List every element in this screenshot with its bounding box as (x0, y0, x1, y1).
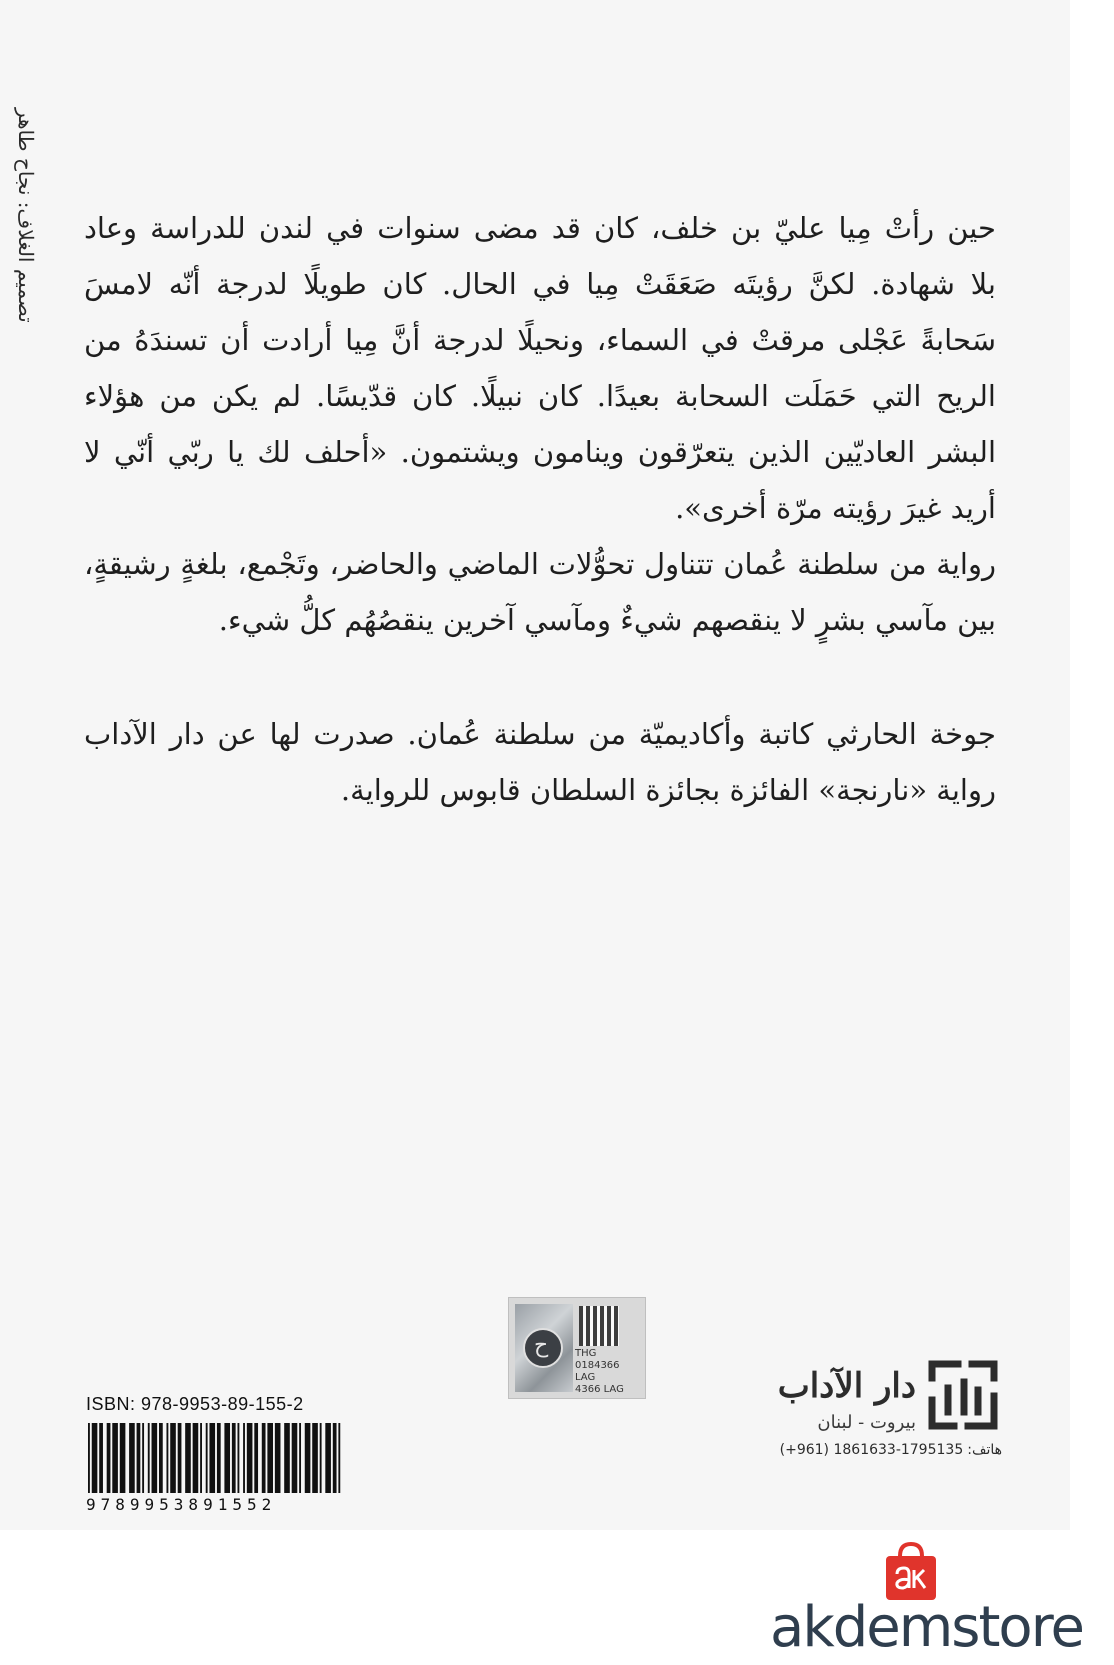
barcode (86, 1423, 346, 1493)
author-bio-line: جوخة الحارثي كاتبة وأكاديميّة من سلطنة عُمان. صدرت لها عن دار الآداب (84, 717, 996, 751)
barcode-bar (254, 1423, 258, 1493)
publisher-phone-label: هاتف: (967, 1442, 1002, 1458)
publisher-name: دار الآداب (777, 1366, 916, 1406)
publisher-phone (720, 1442, 1002, 1458)
barcode-bar (305, 1423, 311, 1493)
publisher-block (722, 1356, 1002, 1466)
barcode-digits: 9789953891552 (86, 1495, 277, 1514)
blurb (84, 200, 996, 818)
store-watermark (770, 1540, 1090, 1660)
barcode-bar (299, 1423, 301, 1493)
barcode-bar (88, 1423, 90, 1493)
publisher-city: بيروت - لبنان (817, 1412, 916, 1433)
barcode-bar (262, 1423, 266, 1493)
publisher-phone-numbers: (+961) 1861633-1795135 (779, 1442, 964, 1458)
hologram-seal-icon: ح (523, 1328, 563, 1368)
isbn-block (86, 1394, 386, 1514)
barcode-bar (170, 1423, 176, 1493)
blurb-line: بلا شهادة. لكنَّ رؤيتَه صَعَقَتْ مِيا في الحال. كان طويلًا لدرجة أنّه لامسَ (84, 267, 996, 301)
barcode-bar (232, 1423, 236, 1493)
sticker-code-line: 0184366 (575, 1360, 620, 1371)
barcode-bar (243, 1423, 245, 1493)
blurb-line: البشر العاديّين الذين يتعرّقون وينامون ويشتمون. «أحلف لك يا ربّي أنّي لا (84, 435, 996, 469)
author-bio-line: رواية «نارنجة» الفائزة بجائزة السلطان قابوس للرواية. (340, 773, 996, 807)
barcode-bar (178, 1423, 182, 1493)
barcode-bar (120, 1423, 126, 1493)
qr-code-icon (579, 1306, 619, 1346)
barcode-bar (209, 1423, 215, 1493)
barcode-bar (333, 1423, 337, 1493)
barcode-bar (142, 1423, 144, 1493)
barcode-bar (237, 1423, 239, 1493)
barcode-bar (275, 1423, 281, 1493)
barcode-bar (129, 1423, 135, 1493)
barcode-bar (247, 1423, 253, 1493)
barcode-bar (185, 1423, 191, 1493)
barcode-bar (107, 1423, 111, 1493)
sticker-code-line: THG (575, 1348, 597, 1359)
blurb-line: بين مآسي بشرٍ لا ينقصهم شيءٌ ومآسي آخرين ينقصُهُم كلُّ شيء. (218, 603, 996, 637)
sticker-code-line: LAG (575, 1372, 596, 1383)
barcode-bar (99, 1423, 103, 1493)
blurb-line: الريح التي حَمَلَت السحابة بعيدًا. كان نبيلًا. كان قدّيسًا. لم يكن من هؤلاء (84, 379, 996, 413)
barcode-bar (148, 1423, 150, 1493)
security-sticker (508, 1297, 646, 1399)
barcode-bar (312, 1423, 318, 1493)
barcode-bar (159, 1423, 163, 1493)
blurb-line: أريد غيرَ رؤيته مرّة أخرى». (675, 491, 996, 525)
isbn-label: ISBN: 978-9953-89-155-2 (86, 1394, 304, 1414)
paragraph-spacer (84, 648, 996, 706)
barcode-bar (137, 1423, 141, 1493)
barcode-bar (152, 1423, 158, 1493)
barcode-bar (112, 1423, 118, 1493)
barcode-bar (284, 1423, 290, 1493)
store-name: akdemstore (770, 1595, 1083, 1660)
sticker-code-line: 4366 LAG (575, 1384, 624, 1395)
blurb-line: سَحابةً عَجْلى مرقتْ في السماء، ونحيلًا لدرجة أنَّ مِيا أرادت أن تسندَهُ من (84, 323, 996, 357)
barcode-bar (338, 1423, 340, 1493)
barcode-bar (325, 1423, 331, 1493)
blurb-line: حين رأتْ مِيا عليّ بن خلف، كان قد مضى سنوات في لندن للدراسة وعاد (84, 211, 996, 245)
shopping-bag-icon (880, 1540, 942, 1602)
barcode-bar (224, 1423, 230, 1493)
barcode-bar (320, 1423, 322, 1493)
barcode-bar (267, 1423, 273, 1493)
barcode-bar (292, 1423, 298, 1493)
cover-design-credit (4, 108, 48, 408)
cover-design-credit-text: تصميم الغلاف: نجاح طاهر (14, 108, 38, 323)
barcode-bar (92, 1423, 98, 1493)
barcode-bar (193, 1423, 199, 1493)
barcode-bar (166, 1423, 168, 1493)
sticker-code (575, 1348, 641, 1396)
barcode-bar (200, 1423, 202, 1493)
publisher-logo-icon (924, 1356, 1002, 1434)
blurb-line: رواية من سلطنة عُمان تتناول تحوُّلات الماضي والحاضر، وتَجْمع، بلغةٍ رشيقةٍ، (84, 547, 996, 581)
barcode-bar (217, 1423, 221, 1493)
barcode-bar (206, 1423, 208, 1493)
